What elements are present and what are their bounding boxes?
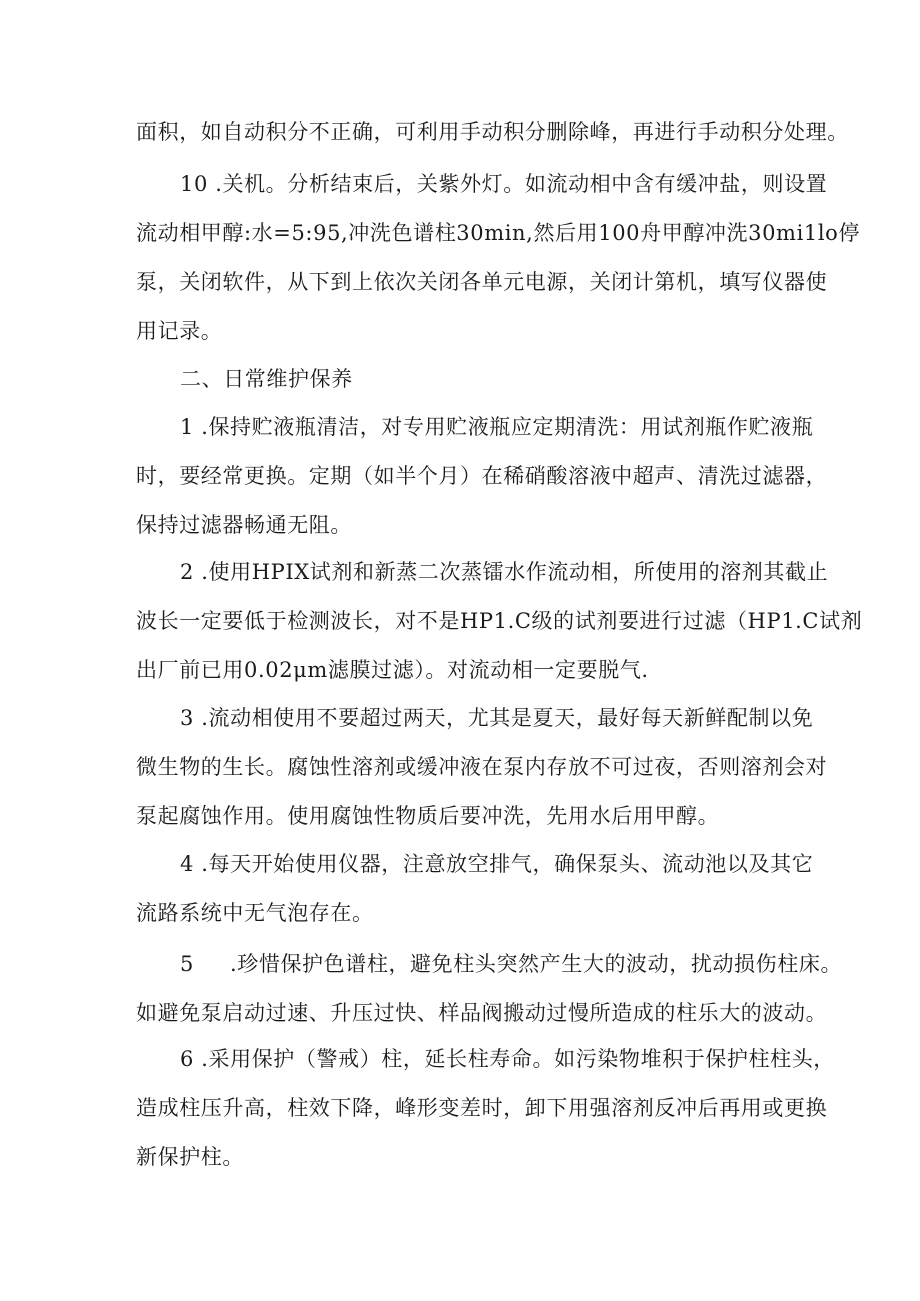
paragraph-line: 2 .使用HPIX试剂和新蒸二次蒸镭水作流动相，所使用的溶剂其截止 xyxy=(180,560,829,584)
section-heading: 二、日常维护保养 xyxy=(180,367,353,391)
paragraph-line xyxy=(180,950,843,978)
paragraph-line: 新保护柱。 xyxy=(136,1145,244,1169)
paragraph-line: 泵，关闭软件，从下到上依次关闭各单元电源，关闭计第机，填写仪器使 xyxy=(136,270,828,294)
paragraph-line: 造成柱压升高，柱效下降，峰形变差时，卸下用强溶剂反冲后再用或更换 xyxy=(136,1096,828,1120)
paragraph-line: 10 .关机。分析结束后，关紫外灯。如流动相中含有缓冲盐，则设置 xyxy=(180,172,828,196)
paragraph-line: 4 .每天开始使用仪器，注意放空排气，确保泵头、流动池以及其它 xyxy=(180,852,814,876)
paragraph-line: 3 .流动相使用不要超过两天，尤其是夏天，最好每天新鲜配制以免 xyxy=(180,706,814,730)
paragraph-line: 流动相甲醇:水=5:95,冲洗色谱柱30min,然后用100舟甲醇冲洗30mi1lo停 xyxy=(136,221,861,245)
paragraph-line: 6 .采用保护（警戒）柱，延长柱寿命。如污染物堆积于保护柱柱头， xyxy=(180,1047,835,1071)
item-number: 5 xyxy=(180,952,194,976)
paragraph-line: 出厂前已用0.02μm滤膜过滤）。对流动相一定要脱气. xyxy=(136,658,649,682)
paragraph-line: 泵起腐蚀作用。使用腐蚀性物质后要冲洗，先用水后用甲醇。 xyxy=(136,804,720,828)
paragraph-line: 面积，如自动积分不正确，可利用手动积分删除峰，再进行手动积分处理。 xyxy=(136,120,849,144)
paragraph-line: 1 .保持贮液瓶清洁，对专用贮液瓶应定期清洗：用试剂瓶作贮液瓶 xyxy=(180,415,814,439)
paragraph-line: 流路系统中无气泡存在。 xyxy=(136,901,374,925)
paragraph-line: 保持过滤器畅通无阻。 xyxy=(136,513,352,537)
item-text: .珍惜保护色谱柱，避免柱头突然产生大的波动，扰动损伤柱床。 xyxy=(229,952,843,976)
paragraph-line: 用记录。 xyxy=(136,319,223,343)
paragraph-line: 如避免泵启动过速、升压过快、样品阀搬动过慢所造成的柱乐大的波动。 xyxy=(136,1001,828,1025)
paragraph-line: 波长一定要低于检测波长，对不是HP1.C级的试剂要进行过滤（HP1.C试剂 xyxy=(136,609,863,633)
paragraph-line: 时，要经常更换。定期（如半个月）在稀硝酸溶液中超声、清洗过滤器， xyxy=(136,464,828,488)
paragraph-line: 微生物的生长。腐蚀性溶剂或缓冲液在泵内存放不可过夜，否则溶剂会对 xyxy=(136,755,828,779)
